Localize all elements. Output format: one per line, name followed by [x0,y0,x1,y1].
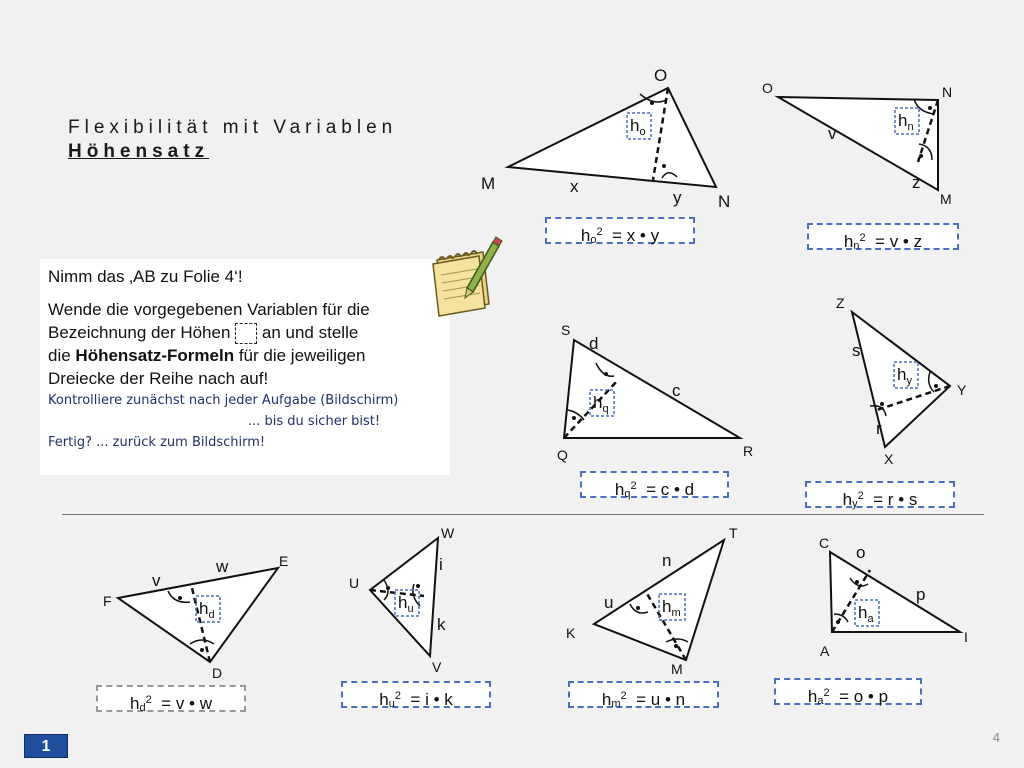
vertex-F: F [103,593,112,609]
formula-d: $h_d^2 = v$ • w [96,685,246,712]
leg-c: c [672,381,681,400]
slide-1-button[interactable]: 1 [24,734,68,758]
triangle-sqr [557,322,753,463]
vertex-N2: N [942,84,953,100]
leg-w: w [216,557,229,576]
vertex-X: X [884,451,894,467]
formula-u: $h_u^2 = i$ • k [341,681,491,708]
formula-o: $h_o^2 = x$ • y [545,217,695,244]
leg-r: r [876,419,882,438]
triangle-onm [762,80,952,207]
height-label-n: $h_n$ [898,111,914,133]
triangle-cai [819,535,968,659]
height-label-m: $h_m$ [662,597,681,619]
vertex-T: T [729,525,738,541]
leg-n: n [662,551,672,570]
instruction-line-2: Wende die vorgegebenen Variablen für die [48,300,370,319]
vertex-M3: M [671,661,683,677]
vertex-E: E [279,553,289,569]
instruction-line-1: Nimm das ‚AB zu Folie 4‘! [48,267,243,286]
formula-q: $h_q^2 = c$ • d [580,471,729,498]
instruction-bold-term: Höhensatz-Formeln [75,346,235,366]
vertex-M2: M [940,191,952,207]
vertex-M: M [481,174,496,193]
vertex-S: S [561,322,571,338]
formula-y: $h_y^2 = r$ • s [805,481,955,508]
check-note: Kontrolliere zunächst nach jeder Aufgabe (Bildschirm) [48,393,399,409]
vertex-Z: Z [836,295,845,311]
done-note: Fertig? ... zurück zum Bildschirm! [48,435,266,451]
height-label-d: $h_d$ [199,599,215,621]
leg-k: k [437,615,446,634]
leg-p: p [916,585,926,604]
triangle-zyx [836,295,967,467]
vertex-N: N [718,192,731,211]
leg-v: v [828,124,837,143]
leg-v2: v [152,571,161,590]
leg-z: z [912,173,921,192]
vertex-C: C [819,535,830,551]
instruction-line-3-end: an und stelle [261,323,359,342]
title-text: Flexibilität mit Variablen [68,117,398,138]
vertex-U: U [349,575,360,591]
height-label-y: $h_y$ [897,365,912,387]
vertex-O2: O [762,80,773,96]
triangle-efd [103,553,288,681]
vertex-D: D [212,665,223,681]
height-label-u: $h_u$ [398,593,414,615]
vertex-I: I [964,629,968,645]
vertex-R: R [743,443,754,459]
triangle-wuv [349,525,455,675]
instruction-line-3-start: Bezeichnung der Höhen [48,323,231,342]
height-label-q: $h_q$ [593,393,609,415]
vertex-O: O [654,66,668,85]
instruction-line-5: Dreiecke der Reihe nach auf! [48,369,269,389]
leg-y: y [673,188,682,207]
triangle-tkm [566,525,738,677]
page-number: 4 [992,730,1000,745]
leg-d: d [589,334,599,353]
instruction-line-4-end: für die jeweiligen [234,346,366,366]
vertex-Y: Y [957,382,967,398]
vertex-W: W [441,525,455,541]
leg-x: x [570,177,579,196]
triangle-omn [481,66,730,211]
vertex-A: A [820,643,830,659]
vertex-V: V [432,659,442,675]
formula-n: $h_n^2 = v$ • z [807,223,959,250]
vertex-K: K [566,625,576,641]
check-note-2: ... bis du sicher bist! [248,414,381,430]
leg-s: s [852,341,861,360]
leg-i: i [439,555,443,574]
leg-o: o [856,543,866,562]
formula-m: $h_m^2 = u$ • n [568,681,719,708]
leg-u: u [604,593,614,612]
instruction-line-4-start: die [48,346,76,366]
subtitle-text: Höhensatz [68,141,210,162]
height-label-o: $h_o$ [630,116,646,138]
vertex-Q: Q [557,447,568,463]
formula-a: $h_a^2 = o$ • p [774,678,922,705]
height-label-a: $h_a$ [858,603,874,625]
